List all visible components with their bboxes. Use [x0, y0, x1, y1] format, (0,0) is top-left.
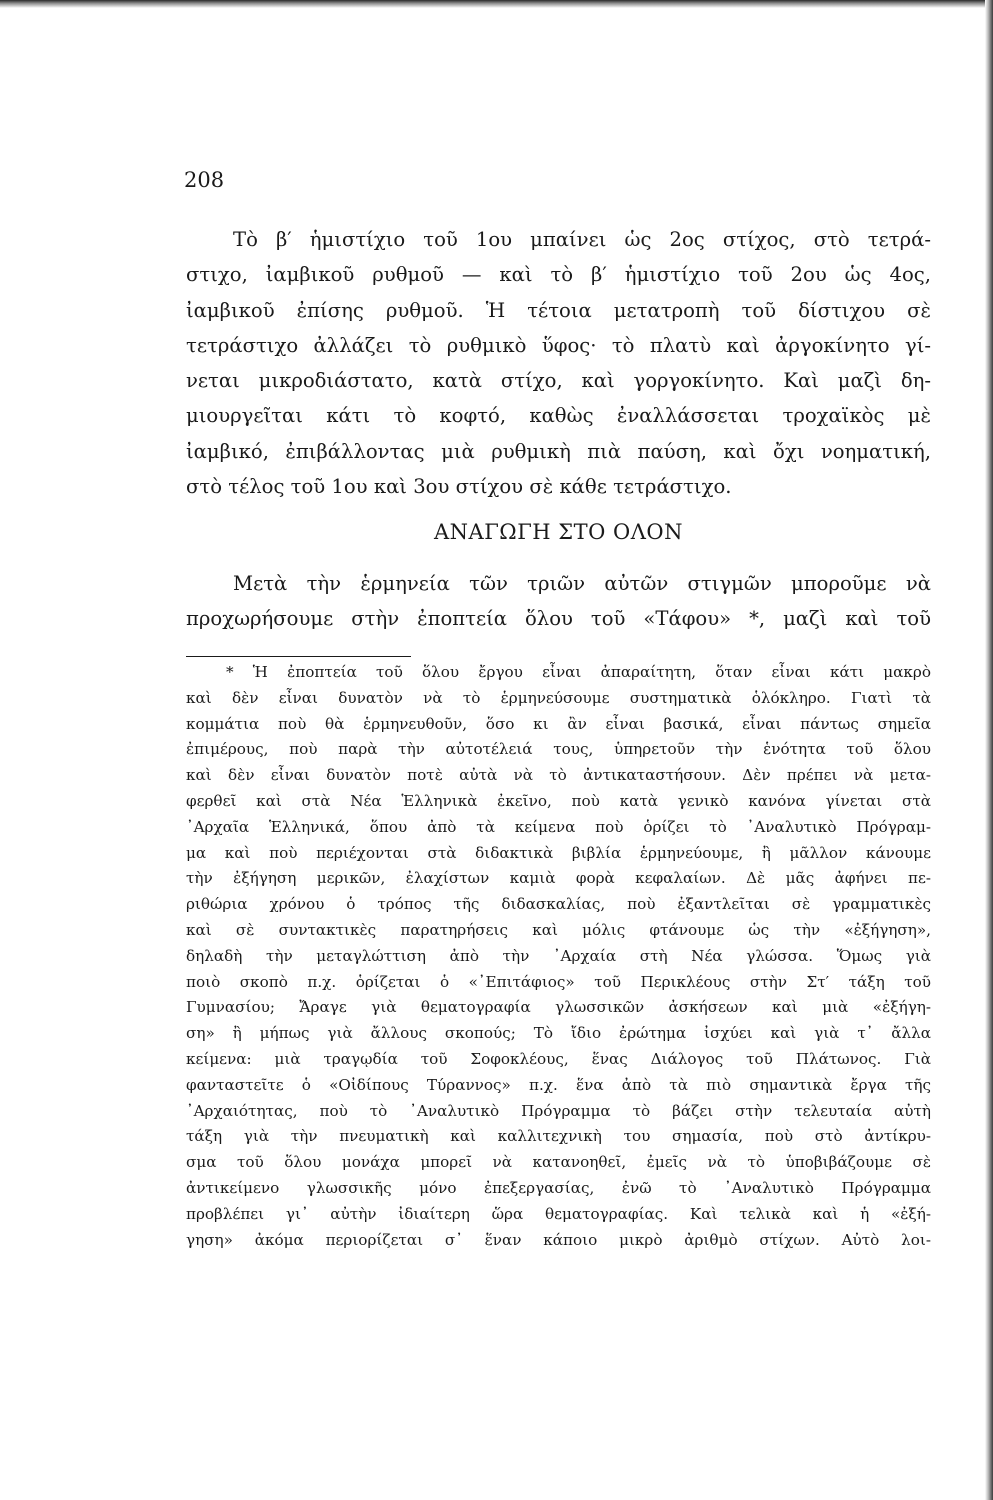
page-right-edge — [985, 0, 993, 1500]
text-line: ἰαμβικοῦ ἐπίσης ρυθμοῦ. Ἡ τέτοια μετατροπὴ τοῦ δίστιχου σὲ — [186, 298, 931, 322]
footnote-line: ση» ἢ μήπως γιὰ ἄλλους σκοπούς; Τὸ ἴδιο ἐρώτημα ἰσχύει καὶ γιὰ τ᾿ ἄλλα — [186, 1024, 931, 1043]
footnote-line: προβλέπει γι᾿ αὐτὴν ἰδιαίτερη ὥρα θεματογραφίας. Καὶ τελικὰ καὶ ἡ «ἐξή- — [186, 1204, 931, 1223]
footnote-line: σμα τοῦ ὅλου μονάχα μπορεῖ νὰ κατανοηθεῖ, ἐμεῖς νὰ τὸ ὑποβιβάζουμε σὲ — [186, 1153, 931, 1172]
text-line: Τὸ β′ ἡμιστίχιο τοῦ 1ου μπαίνει ὡς 2ος στίχος, στὸ τετρά- — [233, 228, 931, 251]
footnote-line: ἀντικείμενο γλωσσικῆς μόνο ἐπεξεργασίας, ἐνῶ τὸ ᾿Αναλυτικὸ Πρόγραμμα — [186, 1178, 931, 1197]
page-top-edge — [0, 0, 993, 8]
footnote-line: ᾿Αρχαιότητας, ποὺ τὸ ᾿Αναλυτικὸ Πρόγραμμα τὸ βάζει στὴν τελευταία αὐτὴ — [186, 1101, 931, 1120]
text-line: προχωρήσουμε στὴν ἐποπτεία ὅλου τοῦ «Τάφου» *, μαζὶ καὶ τοῦ — [186, 607, 931, 631]
footnote-line: δηλαδὴ τὴν μεταγλώττιση ἀπὸ τὴν ᾿Αρχαία στὴ Νέα γλώσσα. Ὅμως γιὰ — [186, 946, 931, 965]
text-line: τετράστιχο ἀλλάζει τὸ ρυθμικὸ ὕφος· τὸ πλατὺ καὶ ἀργοκίνητο γί- — [186, 333, 931, 357]
footnote — [186, 660, 931, 1253]
footnote-line: ᾿Αρχαῖα Ἑλληνικά, ὅπου ἀπὸ τὰ κείμενα ποὺ ὁρίζει τὸ ᾿Αναλυτικὸ Πρόγραμ- — [186, 817, 931, 836]
footnote-line: γηση» ἀκόμα περιορίζεται σ᾿ ἕναν κάποιο μικρὸ ἀριθμὸ στίχων. Αὐτὸ λοι- — [186, 1230, 931, 1249]
text-line: νεται μικροδιάστατο, κατὰ στίχο, καὶ γοργοκίνητο. Καὶ μαζὶ δη- — [186, 369, 931, 393]
footnote-line: φανταστεῖτε ὁ «Οἰδίπους Τύραννος» π.χ. ἕνα ἀπὸ τὰ πιὸ σημαντικὰ ἔργα τῆς — [186, 1075, 931, 1094]
paragraph-1 — [186, 222, 931, 504]
page-number: 208 — [184, 168, 225, 192]
footnote-line: τὴν ἐξήγηση μερικῶν, ἐλαχίστων καμιὰ φορὰ κεφαλαίων. Δὲ μᾶς ἀφήνει πε- — [186, 869, 931, 888]
section-heading: ΑΝΑΓΩΓΗ ΣΤΟ ΟΛΟΝ — [434, 520, 683, 544]
text-line: στιχο, ἰαμβικοῦ ρυθμοῦ — καὶ τὸ β′ ἡμιστίχιο τοῦ 2ου ὡς 4ος, — [186, 263, 931, 287]
footnote-line: ποιὸ σκοπὸ π.χ. ὁρίζεται ὁ «᾿Επιτάφιος» τοῦ Περικλέους στὴν Στ′ τάξη τοῦ — [186, 972, 931, 991]
footnote-line: ἐπιμέρους, ποὺ παρὰ τὴν αὐτοτέλειά τους, ὑπηρετοῦν τὴν ἑνότητα τοῦ ὅλου — [186, 740, 931, 759]
text-line: μιουργεῖται κάτι τὸ κοφτό, καθὼς ἐναλλάσσεται τροχαϊκὸς μὲ — [186, 404, 931, 428]
footnote-line: ριθώρια χρόνου ὁ τρόπος τῆς διδασκαλίας, ποὺ ἐξαντλεῖται σὲ γραμματικὲς — [186, 895, 931, 914]
paragraph-2 — [186, 566, 931, 637]
text-line: στὸ τέλος τοῦ 1ου καὶ 3ου στίχου σὲ κάθε τετράστιχο. — [186, 475, 732, 499]
footnote-line: τάξη γιὰ τὴν πνευματικὴ καὶ καλλιτεχνικὴ του σημασία, ποὺ στὸ ἀντίκρυ- — [186, 1127, 931, 1146]
footnote-line: φερθεῖ καὶ στὰ Νέα Ἑλληνικὰ ἐκεῖνο, ποὺ κατὰ γενικὸ κανόνα γίνεται στὰ — [186, 791, 931, 810]
footnote-line: καὶ δὲν εἶναι δυνατὸν νὰ τὸ ἑρμηνεύσουμε συστηματικὰ ὁλόκληρο. Γιατὶ τὰ — [186, 688, 931, 707]
footnote-line: μα καὶ ποὺ περιέχονται στὰ διδακτικὰ βιβλία ἑρμηνεύουμε, ἢ μᾶλλον κάνουμε — [186, 843, 931, 862]
text-line: Μετὰ τὴν ἑρμηνεία τῶν τριῶν αὐτῶν στιγμῶν μποροῦμε νὰ — [233, 572, 931, 595]
footnote-line: κομμάτια ποὺ θὰ ἑρμηνευθοῦν, ὅσο κι ἂν εἶναι βασικά, εἶναι πάντως σημεῖα — [186, 714, 931, 733]
footnote-line: Γυμνασίου; Ἄραγε γιὰ θεματογραφία γλωσσικῶν ἀσκήσεων καὶ μιὰ «ἐξήγη- — [186, 998, 931, 1017]
footnote-divider — [186, 656, 411, 657]
footnote-line: καὶ σὲ συντακτικὲς παρατηρήσεις καὶ μόλις φτάνουμε ὡς τὴν «ἐξήγηση», — [186, 920, 931, 939]
footnote-line: καὶ δὲν εἶναι δυνατὸν ποτὲ αὐτὰ νὰ τὸ ἀντικαταστήσουν. Δὲν πρέπει νὰ μετα- — [186, 766, 931, 785]
text-line: ἰαμβικό, ἐπιβάλλοντας μιὰ ρυθμικὴ πιὰ παύση, καὶ ὄχι νοηματική, — [186, 439, 931, 463]
footnote-line: κείμενα: μιὰ τραγῳδία τοῦ Σοφοκλέους, ἕνας Διάλογος τοῦ Πλάτωνος. Γιὰ — [186, 1049, 931, 1068]
footnote-line: * Ἡ ἐποπτεία τοῦ ὅλου ἔργου εἶναι ἀπαραίτητη, ὅταν εἶναι κάτι μακρὸ — [226, 663, 931, 681]
